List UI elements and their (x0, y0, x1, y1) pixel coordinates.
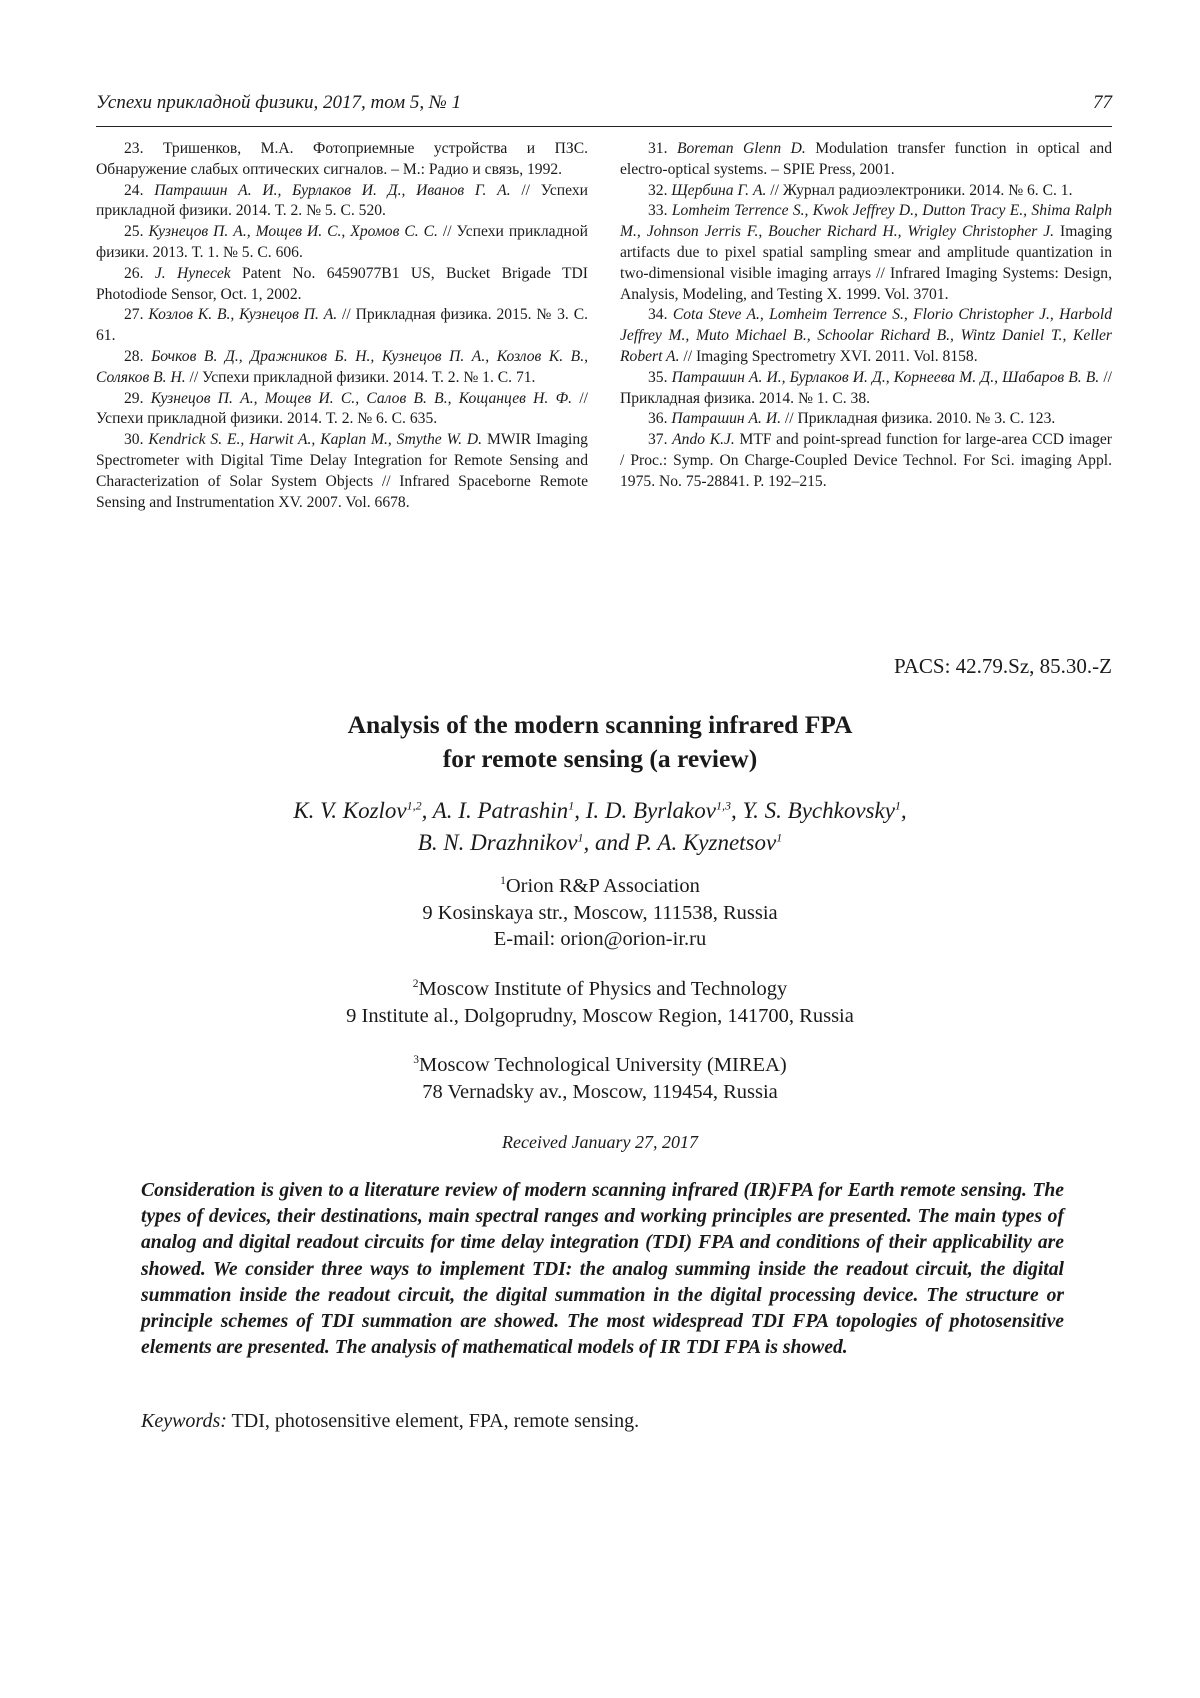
reference-item: 30. Kendrick S. E., Harwit A., Kaplan M., Smythe W. D. MWIR Imaging Spectrometer with Digital Time Delay Integration for Remote Sensing and Characterization of Solar System Objects // Infrared Spaceborne Remote Sensing and Instrumentation XV. 2007. Vol. 6678. (96, 431, 588, 511)
reference-item: 23. Тришенков, М.А. Фотоприемные устройства и ПЗС. Обнаружение слабых оптических сигналов. – М.: Радио и связь, 1992. (96, 140, 588, 178)
author-line: K. V. Kozlov$^{1,2}$, A. I. Patrashin$^1$, I. D. Byrlakov$^{1,3}$, Y. S. Bychkovsky$^1$, (293, 798, 907, 823)
reference-item: 32. Щербина Г. А. // Журнал радиоэлектроники. 2014. № 6. С. 1. (648, 181, 1073, 199)
affiliation-3: $^3$Moscow Technological University (MIREA) 78 Vernadsky av., Moscow, 119454, Russia (413, 1054, 787, 1103)
reference-item: 24. Патрашин А. И., Бурлаков И. Д., Иванов Г. А. // Успехи прикладной физики. 2014. Т. 2. № 5. С. 520. (96, 181, 588, 220)
email-address: E-mail: orion@orion-ir.ru (493, 928, 707, 950)
pacs-codes: PACS: 42.79.Sz, 85.30.-Z (893, 654, 1112, 678)
title-line: Analysis of the modern scanning infrared FPA (347, 710, 853, 739)
page-number: 77 (1093, 92, 1112, 113)
reference-item: 37. Ando K.J. MTF and point-spread function for large-area CCD imager / Proc.: Symp. On Charge-Coupled Device Technol. For Sci. imaging Appl. 1975. No. 75-28841. P. 192–215. (620, 431, 1113, 490)
keywords-text: TDI, photosensitive element, FPA, remote sensing. (226, 1410, 640, 1432)
reference-item: 36. Патрашин А. И. // Прикладная физика. 2010. № 3. С. 123. (648, 410, 1056, 428)
keywords (141, 1408, 1064, 1434)
author-list (0, 795, 1200, 859)
reference-item: 34. Cota Steve A., Lomheim Terrence S., Florio Christopher J., Harbold Jeffrey M., Muto Michael B., Schoolar Richard B., Wintz Daniel T., Keller Robert A. // Imaging Spectrometry XVI. 2011. Vol. 8158. (620, 306, 1112, 365)
abstract: Consideration is given to a literature review of modern scanning infrared (IR)FPA for Earth remote sensing. The types of devices, their destinations, main spectral ranges and working principles are presented. The main types of analog and digital readout circuits for time delay integration (TDI) FPA and conditions of their applicability are showed. We consider three ways to implement TDI: the analog summing inside the readout circuit, the digital summation inside the readout circuit, the digital summation in the digital processing device. The structure or principle schemes of TDI summation are showed. The most widespread TDI FPA topologies of photosensitive elements are presented. The analysis of mathematical models of IR TDI FPA is showed. (141, 1180, 1064, 1359)
title-line: for remote sensing (a review) (442, 744, 758, 773)
reference-item: 25. Кузнецов П. А., Мощев И. С., Хромов С. С. // Успехи прикладной физики. 2013. Т. 1. № 5. С. 606. (96, 223, 589, 261)
reference-item: 28. Бочков В. Д., Дражников Б. Н., Кузнецов П. А., Козлов К. В., Соляков В. Н. // Успехи прикладной физики. 2014. Т. 2. № 1. С. 71. (96, 347, 588, 386)
running-header (96, 92, 1112, 127)
reference-item: 27. Козлов К. В., Кузнецов П. А. // Прикладная физика. 2015. № 3. С. 61. (96, 306, 588, 345)
article-title (0, 708, 1200, 776)
reference-item: 26. J. Hynecek Patent No. 6459077B1 US, Bucket Brigade TDI Photodiode Sensor, Oct. 1, 2002. (96, 264, 588, 303)
reference-item: 31. Boreman Glenn D. Modulation transfer function in optical and electro-optical systems. – SPIE Press, 2001. (620, 140, 1112, 178)
author-line: B. N. Drazhnikov$^1$, and P. A. Kyznetsov$^1$ (417, 830, 783, 855)
keywords-label: Keywords: (141, 1410, 227, 1432)
reference-item: 29. Кузнецов П. А., Мощев И. С., Салов В. В., Кощанцев Н. Ф. // Успехи прикладной физики. 2014. Т. 2. № 6. С. 635. (96, 389, 588, 428)
reference-item: 33. Lomheim Terrence S., Kwok Jeffrey D., Dutton Tracy E., Shima Ralph M., Johnson Jerris F., Boucher Richard H., Wrigley Christopher J. Imaging artifacts due to pixel spatial sampling smear and amplitude quantization in two-dimensional visible imaging arrays // Infrared Imaging Systems: Design, Analysis, Modeling, and Testing X. 1999. Vol. 3701. (620, 202, 1112, 303)
affiliation-2: $^2$Moscow Institute of Physics and Technology 9 Institute al., Dolgoprudny, Moscow Region, 141700, Russia (346, 978, 854, 1027)
references-right-column (620, 139, 1112, 493)
received-date: Received January 27, 2017 (502, 1132, 698, 1152)
journal-title: Успехи прикладной физики, 2017, том 5, № 1 (96, 92, 462, 113)
references-left-column (96, 139, 588, 513)
affiliation-1: $^1$Orion R&P Association 9 Kosinskaya str., Moscow, 111538, Russia E-mail: orion@orion-ir.ru (0, 873, 1200, 953)
reference-item: 35. Патрашин А. И., Бурлаков И. Д., Корнеева М. Д., Шабаров В. В. // Прикладная физика. 2014. № 1. С. 38. (620, 368, 1112, 407)
